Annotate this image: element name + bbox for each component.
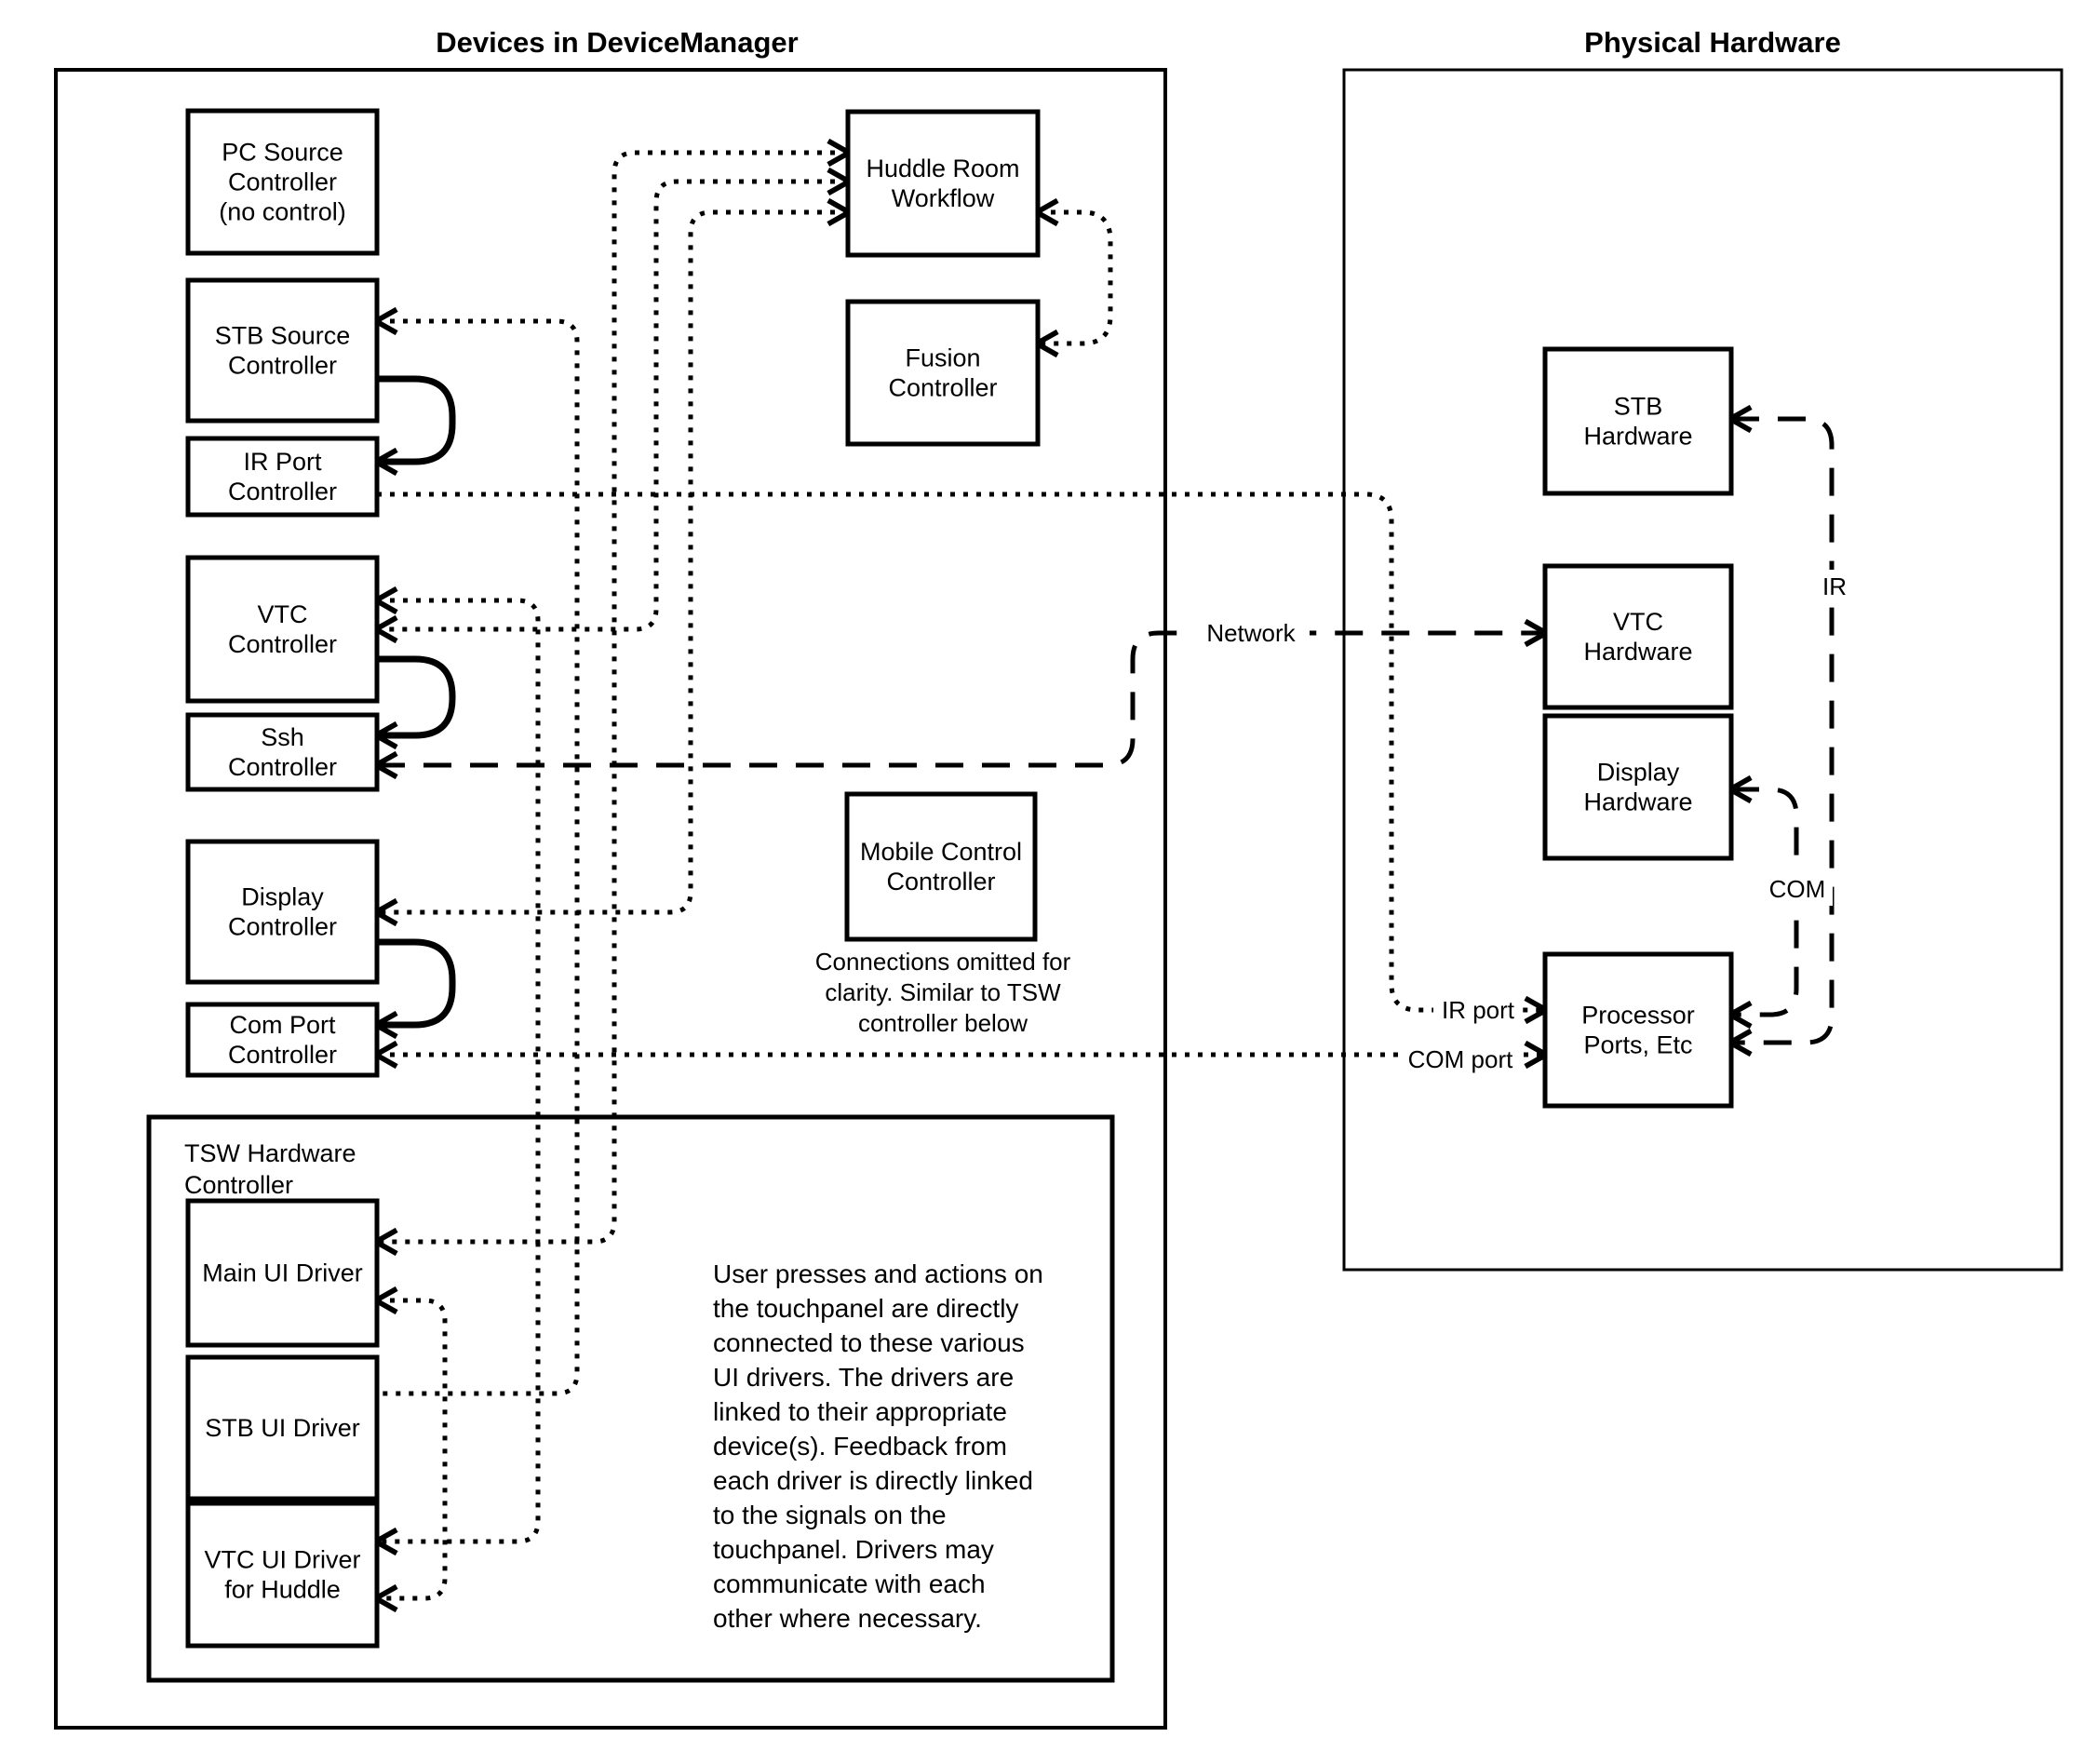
- vtc-hardware: [1545, 566, 1731, 707]
- stb-hardware-rect: [1545, 349, 1731, 493]
- label-com: [1762, 872, 1833, 906]
- display-controller-label: Display Controller: [227, 882, 338, 941]
- pc-source-controller-label: PC Source Controller (no control): [219, 138, 346, 226]
- fusion-controller-rect: [848, 302, 1038, 444]
- label-com-port: [1402, 1044, 1519, 1075]
- pc-source-controller: [188, 111, 377, 253]
- display-hardware: [1545, 716, 1731, 858]
- main-ui-driver-label: Main UI Driver: [202, 1259, 363, 1287]
- title-physical-hardware: Physical Hardware: [1584, 26, 1841, 59]
- huddle-room-workflow: [848, 112, 1038, 255]
- stb-source-controller-rect: [188, 280, 377, 421]
- label-ir-text: IR: [1822, 572, 1847, 600]
- label-network-text: Network: [1206, 619, 1296, 647]
- mobile-control-controller: [847, 794, 1035, 939]
- mobile-control-controller-label: Mobile Control Controller: [859, 838, 1023, 895]
- fusion-controller-label: Fusion Controller: [888, 343, 998, 402]
- ssh-controller: [188, 715, 377, 789]
- vtc-hardware-label: VTC Hardware: [1583, 608, 1693, 666]
- mobile-control-controller-rect: [847, 794, 1035, 939]
- processor-ports: [1545, 954, 1731, 1106]
- display-controller-rect: [188, 842, 377, 982]
- stb-hardware-label: STB Hardware: [1583, 392, 1693, 451]
- vtc-controller-label: VTC Controller: [227, 600, 338, 658]
- com-port-controller-label: Com Port Controller: [227, 1011, 338, 1069]
- label-network: [1192, 616, 1310, 650]
- stb-ui-driver-label: STB UI Driver: [205, 1414, 360, 1442]
- display-controller: [188, 842, 377, 982]
- ir-port-controller: [188, 438, 377, 515]
- vtc-ui-driver-rect: [188, 1503, 377, 1646]
- processor-ports-rect: [1545, 954, 1731, 1106]
- label-com-port-text: COM port: [1407, 1045, 1513, 1073]
- ssh-controller-label: Ssh Controller: [227, 723, 338, 781]
- main-ui-driver: [188, 1201, 377, 1345]
- stb-ui-driver: [188, 1357, 377, 1499]
- label-ir-port-text: IR port: [1441, 996, 1515, 1024]
- vtc-controller-rect: [188, 558, 377, 701]
- label-ir-port: [1433, 994, 1523, 1026]
- com-port-controller: [188, 1004, 377, 1075]
- huddle-room-workflow-label: Huddle Room Workflow: [866, 155, 1020, 212]
- huddle-room-workflow-rect: [848, 112, 1038, 255]
- tsw-container-label: TSW Hardware Controller: [184, 1139, 356, 1199]
- vtc-ui-driver-label: VTC UI Driver for Huddle: [204, 1545, 361, 1604]
- vtc-ui-driver: [188, 1503, 377, 1646]
- stb-hardware: [1545, 349, 1731, 493]
- stb-source-controller: [188, 280, 377, 421]
- fusion-controller: [848, 302, 1038, 444]
- display-hardware-label: Display Hardware: [1583, 758, 1693, 816]
- touchpanel-note: User presses and actions on the touchpanel are directly connected to these various UI drivers. The drivers are linked to their appropriate device(s). Feedback from each driver is directly linked to the signals on the touchpanel. Drivers may communicate with each other where necessary.: [713, 1259, 1043, 1633]
- title-devices-in-devicemanager: Devices in DeviceManager: [436, 26, 799, 59]
- processor-ports-label: Processor Ports, Etc: [1581, 1001, 1695, 1059]
- stb-source-controller-label: STB Source Controller: [214, 321, 351, 380]
- label-com-text: COM: [1768, 875, 1826, 903]
- vtc-hardware-rect: [1545, 566, 1731, 707]
- vtc-controller: [188, 558, 377, 701]
- display-hardware-rect: [1545, 716, 1731, 858]
- ir-port-controller-label: IR Port Controller: [227, 448, 338, 505]
- mobile-caption: Connections omitted for clarity. Similar to TSW controller below: [814, 948, 1071, 1037]
- label-ir: [1813, 570, 1856, 603]
